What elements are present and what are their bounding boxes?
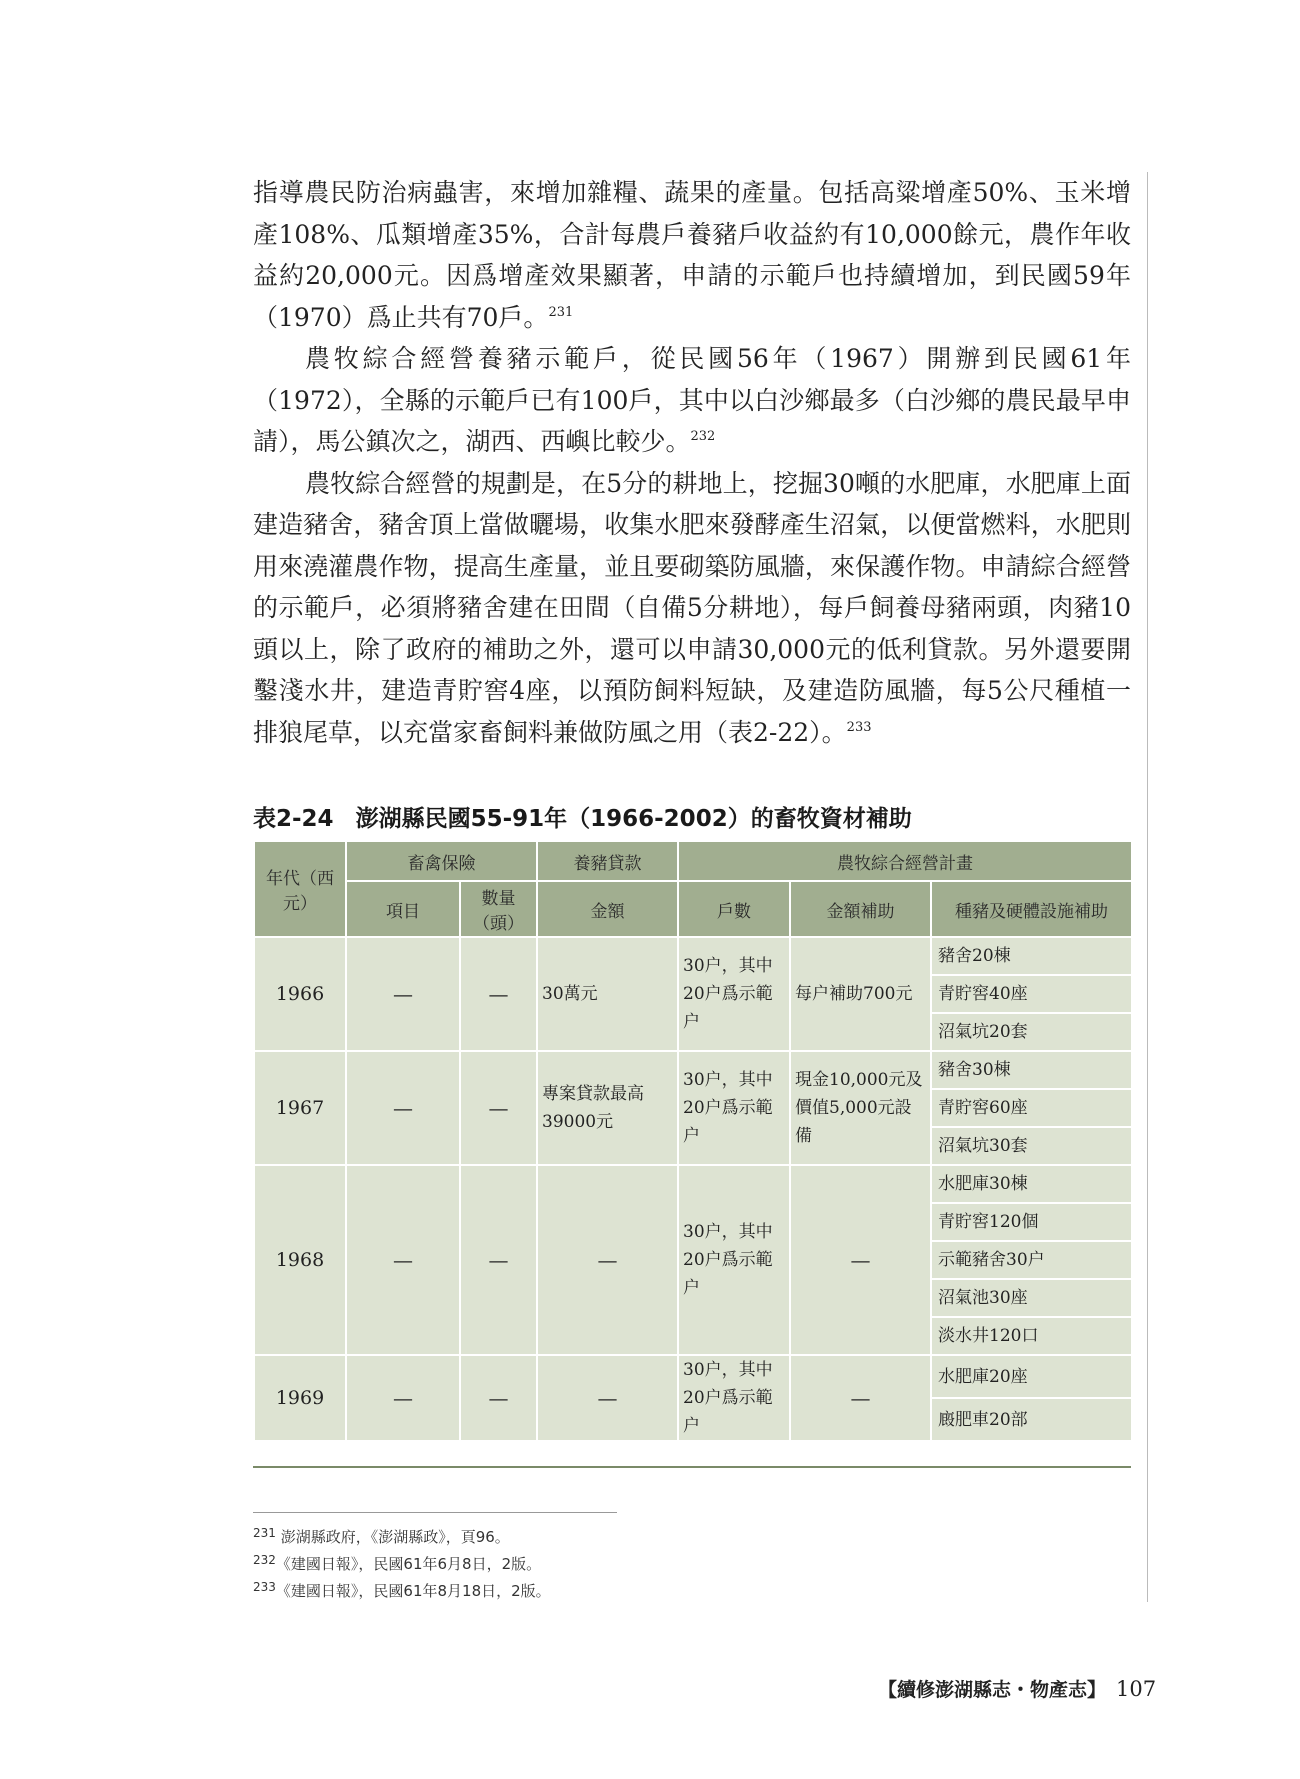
cell-loan: 30萬元 — [537, 937, 678, 1051]
cell-quantity: — — [460, 1165, 537, 1355]
table-title: 澎湖縣民國55-91年（1966-2002）的畜牧資材補助 — [355, 806, 912, 832]
cell-households: 30户，其中20户爲示範户 — [678, 1051, 790, 1165]
cell-facility: 沼氣坑20套 — [931, 1013, 1132, 1051]
paragraph-1: 指導農民防治病蟲害，來增加雜糧、蔬果的產量。包括高粱增產50%、玉米增產108%、瓜類增產35%，合計每農戶養豬戶收益約有10,000餘元，農作年收益約20,000元。因爲增產效果顯著，申請的示範戶也持續增加，到民國59年（1970）爲止共有70戶。$^{231}$ — [253, 178, 1131, 332]
cell-facility: 水肥庫30棟 — [931, 1165, 1132, 1203]
paragraph-3: 農牧綜合經營的規劃是，在5分的耕地上，挖掘30噸的水肥庫，水肥庫上面建造豬舍，豬舍頂上當做曬場，收集水肥來發酵產生沼氣，以便當燃料，水肥則用來澆灌農作物，提高生產量，並且要砌築防風牆，來保護作物。申請綜合經營的示範戶，必須將豬舍建在田間（自備5分耕地），每戶飼養母豬兩頭，肉豬10頭以上，除了政府的補助之外，還可以申請30,000元的低利貸款。另外還要開鑿淺水井，建造青貯窖4座，以預防飼料短缺，及建造防風牆，每5公尺種植一排狼尾草，以充當家畜飼料兼做防風之用（表2-22）。$^{233}$ — [253, 468, 1131, 747]
cell-facility: 青貯窖40座 — [931, 975, 1132, 1013]
cell-quantity: — — [460, 1051, 537, 1165]
cell-facility: 青貯窖120個 — [931, 1203, 1132, 1241]
cell-facility: 沼氣坑30套 — [931, 1127, 1132, 1165]
running-head: 【續修澎湖縣志・物產志】 — [878, 1679, 1107, 1701]
body-text — [253, 172, 1131, 753]
cell-year: 1967 — [254, 1051, 346, 1165]
table-row — [254, 1165, 1132, 1203]
footnotes — [253, 1524, 551, 1605]
header-plan-group: 農牧綜合經營計畫 — [678, 841, 1132, 881]
table-number: 表2-24 — [253, 806, 334, 832]
header-item: 項目 — [346, 881, 460, 937]
header-households: 戶數 — [678, 881, 790, 937]
footnote-231: $^{231}$ 澎湖縣政府，《澎湖縣政》，頁96。 — [253, 1526, 510, 1546]
cell-facility: 豬舍30棟 — [931, 1051, 1132, 1089]
cell-quantity: — — [460, 937, 537, 1051]
cell-households: 30户，其中20户爲示範户 — [678, 1165, 790, 1355]
footnote-ref-231[interactable]: 231 — [548, 304, 574, 320]
cell-item: — — [346, 1355, 460, 1441]
page-number: 107 — [1116, 1677, 1157, 1701]
cell-subsidy: — — [790, 1165, 931, 1355]
header-subsidy: 金額補助 — [790, 881, 931, 937]
cell-facility: 沼氣池30座 — [931, 1279, 1132, 1317]
cell-loan: — — [537, 1355, 678, 1441]
subsidy-table — [253, 840, 1133, 1442]
cell-item: — — [346, 937, 460, 1051]
cell-facility: 青貯窖60座 — [931, 1089, 1132, 1127]
footnote-233: $^{233}$《建國日報》，民國61年8月18日，2版。 — [253, 1580, 551, 1600]
footnote-ref-232[interactable]: 232 — [690, 429, 716, 444]
cell-facility: 示範豬舍30户 — [931, 1241, 1132, 1279]
cell-loan: — — [537, 1165, 678, 1355]
cell-loan: 專案貸款最高39000元 — [537, 1051, 678, 1165]
header-facility: 種豬及硬體設施補助 — [931, 881, 1132, 937]
header-quantity: 數量（頭） — [460, 881, 537, 937]
table-bottom-rule — [253, 1466, 1131, 1468]
table-row — [254, 1355, 1132, 1398]
cell-facility: 水肥庫20座 — [931, 1355, 1132, 1398]
header-insurance-group: 畜禽保險 — [346, 841, 537, 881]
footnote-divider — [253, 1512, 617, 1513]
cell-subsidy: — — [790, 1355, 931, 1441]
footnote-ref-233[interactable]: 233 — [846, 719, 872, 735]
cell-facility: 豬舍20棟 — [931, 937, 1132, 975]
table-caption — [253, 800, 912, 833]
cell-year: 1966 — [254, 937, 346, 1051]
table-row — [254, 937, 1132, 975]
cell-subsidy: 現金10,000元及價值5,000元設備 — [790, 1051, 931, 1165]
page-vertical-rule — [1147, 172, 1148, 1602]
cell-year: 1969 — [254, 1355, 346, 1441]
paragraph-2: 農牧綜合經營養豬示範戶，從民國56年（1967）開辦到民國61年（1972），全縣的示範戶已有100戶，其中以白沙鄉最多（白沙鄉的農民最早申請），馬公鎮次之，湖西、西嶼比較少。$^{232}$ — [253, 344, 1131, 456]
cell-households: 30户，其中20户爲示範户 — [678, 937, 790, 1051]
cell-facility: 廄肥車20部 — [931, 1398, 1132, 1441]
cell-households: 30户，其中20户爲示範户 — [678, 1355, 790, 1441]
footnote-232: $^{232}$《建國日報》，民國61年6月8日，2版。 — [253, 1553, 542, 1573]
cell-item: — — [346, 1165, 460, 1355]
header-loan-group: 養豬貸款 — [537, 841, 678, 881]
cell-year: 1968 — [254, 1165, 346, 1355]
header-year: 年代（西元） — [254, 841, 346, 937]
table-row — [254, 1051, 1132, 1089]
header-amount: 金額 — [537, 881, 678, 937]
cell-facility: 淡水井120口 — [931, 1317, 1132, 1355]
running-footer — [878, 1675, 1156, 1702]
cell-subsidy: 每户補助700元 — [790, 937, 931, 1051]
cell-item: — — [346, 1051, 460, 1165]
cell-quantity: — — [460, 1355, 537, 1441]
